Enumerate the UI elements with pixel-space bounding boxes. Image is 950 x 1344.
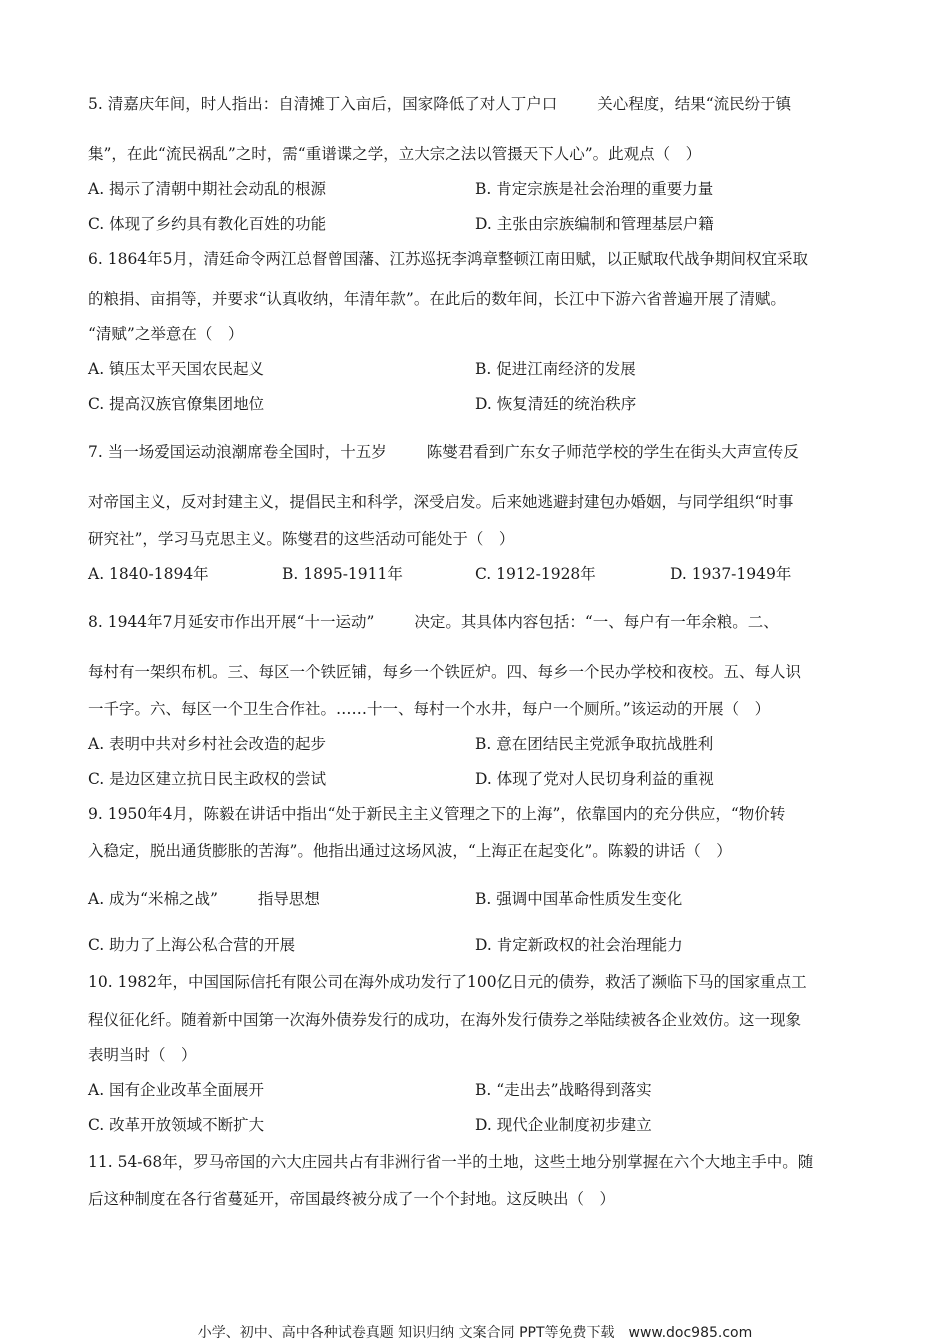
q10-stem-line-2: 程仪征化纤。随着新中国第一次海外债券发行的成功，在海外发行债券之举陆续被各企业效仿。这一现象 bbox=[88, 1011, 802, 1029]
q10-stem-line-1: 10. 1982年，中国国际信托有限公司在海外成功发行了100亿日元的债券，救活了濒临下马的国家重点工 bbox=[88, 973, 807, 991]
q7-option-a: A. 1840-1894年 bbox=[88, 565, 209, 583]
q6-stem-line-3: “清赋”之举意在（ ） bbox=[88, 325, 244, 343]
q9-option-c: C. 助力了上海公私合营的开展 bbox=[88, 936, 296, 954]
q10-stem-line-3: 表明当时（ ） bbox=[88, 1046, 197, 1064]
q9-option-a: A. 成为“米棉之战” 指导思想 bbox=[88, 890, 320, 908]
q10-option-c: C. 改革开放领域不断扩大 bbox=[88, 1116, 265, 1134]
q9-option-d: D. 肯定新政权的社会治理能力 bbox=[475, 936, 683, 954]
q9-option-b: B. 强调中国革命性质发生变化 bbox=[475, 890, 683, 908]
q11-stem-line-1: 11. 54-68年，罗马帝国的六大庄园共占有非洲行省一半的土地，这些土地分别掌握在六个大地主手中。随 bbox=[88, 1153, 814, 1171]
q6-option-a: A. 镇压太平天国农民起义 bbox=[88, 360, 265, 378]
q7-stem-line-2: 对帝国主义，反对封建主义，提倡民主和科学，深受启发。后来她逃避封建包办婚姻，与同学组织“时事 bbox=[88, 493, 794, 511]
q11-stem-line-2: 后这种制度在各行省蔓延开，帝国最终被分成了一个个封地。这反映出（ ） bbox=[88, 1190, 616, 1208]
q7-stem-line-1: 7. 当一场爱国运动浪潮席卷全国时，十五岁 陈燮君看到广东女子师范学校的学生在街头大声宣传反 bbox=[88, 443, 799, 461]
q8-option-d: D. 体现了党对人民切身利益的重视 bbox=[475, 770, 714, 788]
q5-option-c: C. 体现了乡约具有教化百姓的功能 bbox=[88, 215, 327, 233]
q9-stem-line-2: 入稳定，脱出通货膨胀的苦海”。他指出通过这场风波，“上海正在起变化”。陈毅的讲话（ ） bbox=[88, 842, 732, 860]
q6-option-d: D. 恢复清廷的统治秩序 bbox=[475, 395, 637, 413]
q5-option-a: A. 揭示了清朝中期社会动乱的根源 bbox=[88, 180, 327, 198]
q8-option-c: C. 是边区建立抗日民主政权的尝试 bbox=[88, 770, 327, 788]
q6-option-c: C. 提高汉族官僚集团地位 bbox=[88, 395, 265, 413]
q10-option-d: D. 现代企业制度初步建立 bbox=[475, 1116, 652, 1134]
q8-stem-line-1: 8. 1944年7月延安市作出开展“十一运动” 决定。其具体内容包括：“一、每户有一年余粮。二、 bbox=[88, 613, 779, 631]
q7-stem-line-3: 研究社”，学习马克思主义。陈燮君的这些活动可能处于（ ） bbox=[88, 530, 515, 548]
q7-option-c: C. 1912-1928年 bbox=[475, 565, 596, 583]
q5-option-b: B. 肯定宗族是社会治理的重要力量 bbox=[475, 180, 714, 198]
q8-option-a: A. 表明中共对乡村社会改造的起步 bbox=[88, 735, 327, 753]
q5-stem-line-2: 集”，在此“流民祸乱”之时，需“重谱谍之学，立大宗之法以管摄天下人心”。此观点（ ） bbox=[88, 145, 702, 163]
q10-option-b: B. “走出去”战略得到落实 bbox=[475, 1081, 652, 1099]
page-footer: 小学、初中、高中各种试卷真题 知识归纳 文案合同 PPT等免费下载 www.doc985.com bbox=[197, 1325, 753, 1341]
q5-option-d: D. 主张由宗族编制和管理基层户籍 bbox=[475, 215, 714, 233]
q5-stem-line-1: 5. 清嘉庆年间，时人指出：自清摊丁入亩后，国家降低了对人丁户口 关心程度，结果“流民纷于镇 bbox=[88, 95, 792, 113]
q8-option-b: B. 意在团结民主党派争取抗战胜利 bbox=[475, 735, 714, 753]
q7-option-b: B. 1895-1911年 bbox=[282, 565, 403, 583]
q8-stem-line-3: 一千字。六、每区一个卫生合作社。……十一、每村一个水井，每户一个厕所。”该运动的开展（ ） bbox=[88, 700, 771, 718]
q10-option-a: A. 国有企业改革全面展开 bbox=[88, 1081, 265, 1099]
q6-stem-line-1: 6. 1864年5月，清廷命令两江总督曾国藩、江苏巡抚李鸿章整顿江南田赋，以正赋取代战争期间权宜采取 bbox=[88, 250, 809, 268]
q8-stem-line-2: 每村有一架织布机。三、每区一个铁匠铺，每乡一个铁匠炉。四、每乡一个民办学校和夜校。五、每人识 bbox=[88, 663, 802, 681]
q6-stem-line-2: 的粮捐、亩捐等，并要求“认真收纳，年清年款”。在此后的数年间，长江中下游六省普遍开展了清赋。 bbox=[88, 290, 786, 308]
q7-option-d: D. 1937-1949年 bbox=[670, 565, 792, 583]
q6-option-b: B. 促进江南经济的发展 bbox=[475, 360, 636, 378]
q9-stem-line-1: 9. 1950年4月，陈毅在讲话中指出“处于新民主主义管理之下的上海”，依靠国内的充分供应，“物价转 bbox=[88, 805, 786, 823]
